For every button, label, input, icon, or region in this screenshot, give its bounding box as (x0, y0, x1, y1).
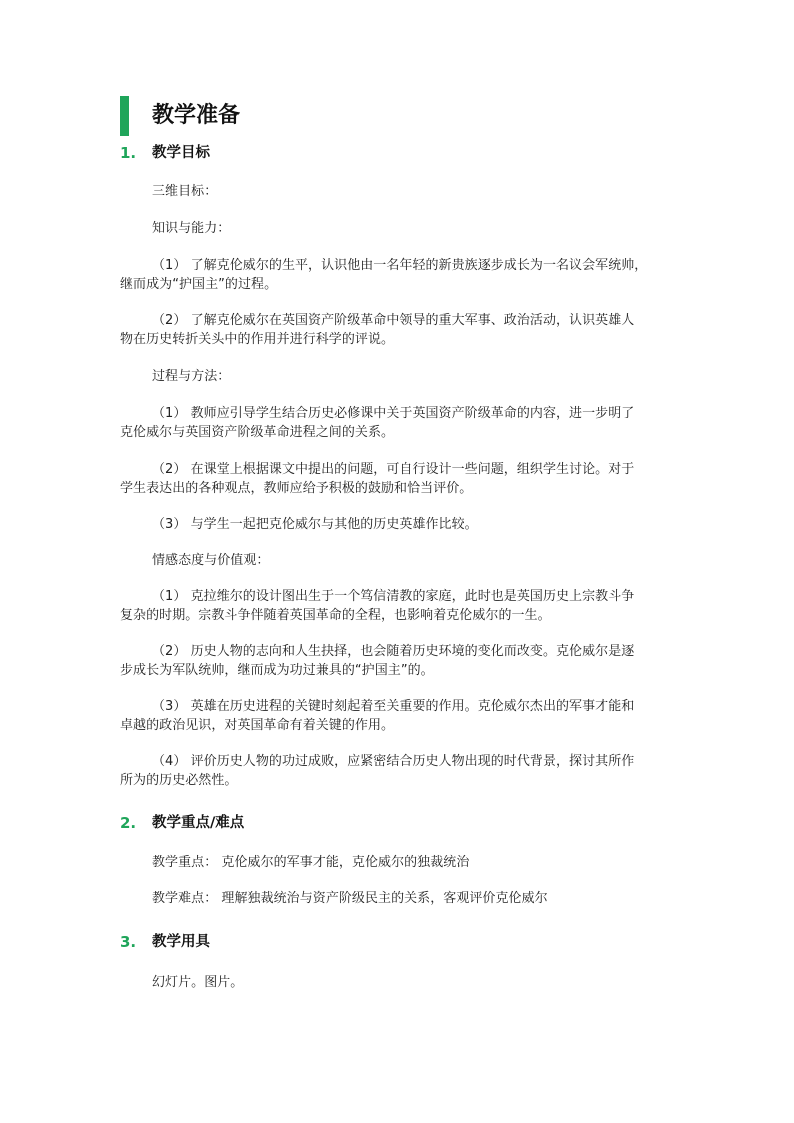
teaching-difficulty: 教学难点： 理解独裁统治与资产阶级民主的关系，客观评价克伦威尔 (152, 891, 548, 906)
paragraph-process-1: （1） 教师应引导学生结合历史必修课中关于英国资产阶级革命的内容，进一步明了 克伦威尔与英国资产阶级革命进程之间的关系。 (120, 406, 635, 440)
subheading-three-dimensional: 三维目标： (152, 184, 218, 199)
subheading-emotion-values: 情感态度与价值观： (152, 553, 270, 568)
section-number: 3. (120, 933, 137, 951)
page-title: 教学准备 (152, 103, 241, 128)
teaching-tools: 幻灯片。图片。 (152, 975, 244, 990)
section-title: 教学用具 (152, 934, 210, 950)
section-heading-objectives (120, 142, 680, 164)
subheading-process-method: 过程与方法： (152, 369, 231, 384)
paragraph-emotion-3: （3） 英雄在历史进程的关键时刻起着至关重要的作用。克伦威尔杰出的军事才能和 卓越的政治见识，对英国革命有着关键的作用。 (120, 699, 635, 733)
paragraph-emotion-4: （4） 评价历史人物的功过成败，应紧密结合历史人物出现的时代背景，探讨其所作 所为的历史必然性。 (120, 754, 635, 788)
paragraph-knowledge-1: （1） 了解克伦威尔的生平，认识他由一名年轻的新贵族逐步成长为一名议会军统帅， 继而成为“护国主”的过程。 (120, 258, 648, 292)
section-title: 教学重点/难点 (152, 815, 245, 831)
subheading-knowledge-ability: 知识与能力： (152, 221, 231, 236)
paragraph-emotion-2: （2） 历史人物的志向和人生抉择，也会随着历史环境的变化而改变。克伦威尔是逐 步成长为军队统帅，继而成为功过兼具的“护国主”的。 (120, 644, 635, 678)
teaching-focus: 教学重点： 克伦威尔的军事才能，克伦威尔的独裁统治 (152, 855, 470, 870)
section-heading-tools (120, 931, 680, 953)
paragraph-process-2: （2） 在课堂上根据课文中提出的问题，可自行设计一些问题，组织学生讨论。对于 学生表达出的各种观点，教师应给予积极的鼓励和恰当评价。 (120, 462, 635, 496)
section-number: 1. (120, 144, 137, 162)
section-number: 2. (120, 814, 137, 832)
paragraph-process-3: （3） 与学生一起把克伦威尔与其他的历史英雄作比较。 (152, 517, 478, 532)
section-heading-focus-difficulty (120, 812, 680, 834)
section-title: 教学目标 (152, 145, 210, 161)
title-accent-bar (120, 96, 129, 136)
paragraph-knowledge-2: （2） 了解克伦威尔在英国资产阶级革命中领导的重大军事、政治活动，认识英雄人 物在历史转折关头中的作用并进行科学的评说。 (120, 313, 635, 347)
paragraph-emotion-1: （1） 克拉维尔的设计图出生于一个笃信清教的家庭，此时也是英国历史上宗教斗争 复杂的时期。宗教斗争伴随着英国革命的全程，也影响着克伦威尔的一生。 (120, 589, 635, 623)
